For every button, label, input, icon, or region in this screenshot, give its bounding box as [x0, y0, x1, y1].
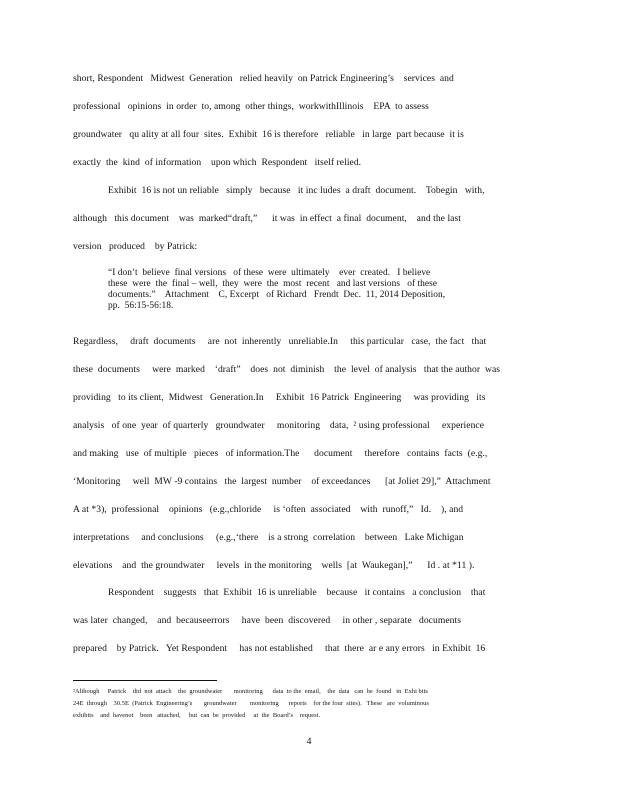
page-number: 4: [306, 736, 312, 747]
text-line: prepared by Patrick. Yet Respondent has not established that there ar e any errors in Exhibit 16: [73, 643, 486, 654]
quote-line: pp. 56:15-56:18.: [108, 301, 174, 311]
text-line: version produced by Patrick:: [73, 241, 198, 252]
text-line: and making use of multiple pieces of information.The document therefore contains facts (e.g.,: [73, 448, 488, 459]
footnote-separator: [73, 680, 217, 681]
text-line: these documents were marked ‘draft” does not diminish the level of analysis that the author was: [73, 364, 501, 375]
text-line: although this document was marked“draft,” it was in effect a final document, and the last: [73, 213, 461, 224]
text-line: short, Respondent Midwest Generation relied heavily on Patrick Engineering’s services and: [73, 73, 454, 84]
text-line: A at *3), professional opinions (e.g.,chloride is ‘often associated with runoff,” Id. ), and: [73, 504, 464, 515]
text-line: interpretations and conclusions (e.g.,‘there is a strong correlation between Lake Michigan: [73, 532, 464, 543]
quote-line: these were the final – well, they were the most recent and last versions of these: [108, 279, 438, 289]
text-line: groundwater qu ality at all four sites. Exhibit 16 is therefore reliable in large part because it is: [73, 129, 464, 140]
quote-line: documents.” Attachment C, Excerpt of Richard Frendt Dec. 11, 2014 Deposition,: [108, 290, 446, 300]
footnote-line: ²Although Patrick did not attach the groundwater monitoring data to the email, the data can be found in Exhi bits: [73, 688, 428, 695]
text-line: exactly the kind of information upon which Respondent itself relied.: [73, 157, 362, 168]
footnote-line: 24E through 30.5E (Patrick Engineering’s groundwater monitoring reports for the four sites). These are voluminous: [73, 700, 429, 707]
text-line: analysis of one year of quarterly groundwater monitoring data, ² using professional experience: [73, 420, 485, 431]
quote-line: “I don’t believe final versions of these were ultimately ever created. I believe: [108, 268, 431, 278]
text-line: providing to its client, Midwest Generation.In Exhibit 16 Patrick Engineering was providing its: [73, 392, 486, 403]
text-line: ‘Monitoring well MW -9 contains the largest number of exceedances [at Joliet 29],” Attachment: [73, 476, 491, 487]
text-line: was later changed, and becauseerrors have been discovered in other , separate documents: [73, 615, 461, 626]
text-line: Exhibit 16 is not un reliable simply because it inc ludes a draft document. Tobegin with,: [108, 185, 485, 196]
footnote-line: exhibits and havenot been attached, but can be provided at the Board’s request.: [73, 712, 321, 719]
text-line: Respondent suggests that Exhibit 16 is unreliable because it contains a conclusion that: [108, 587, 486, 598]
text-line: Regardless, draft documents are not inherently unreliable.In this particular case, the fact that: [73, 336, 487, 347]
text-line: professional opinions in order to, among other things, workwithIllinois EPA to assess: [73, 101, 429, 112]
text-line: elevations and the groundwater levels in the monitoring wells [at Waukegan],” Id . at *11 ).: [73, 560, 475, 571]
